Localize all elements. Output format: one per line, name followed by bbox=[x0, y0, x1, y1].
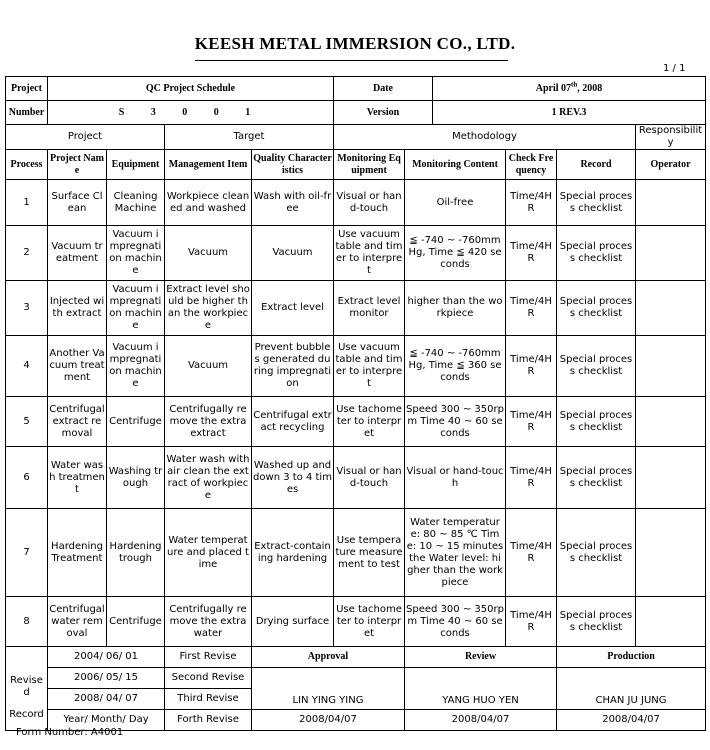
cell-management: Centrifugally remove the extra extract bbox=[165, 397, 252, 447]
cell-frequency: Time/4HR bbox=[506, 336, 557, 397]
date-label: Date bbox=[334, 77, 433, 101]
cell-record: Special process checklist bbox=[557, 281, 636, 336]
col-monitoring-equipment: Monitoring Equipment bbox=[334, 150, 405, 180]
cell-monitor-content: Oil-free bbox=[405, 180, 506, 226]
cell-monitor-content: Water temperature: 80 ~ 85 ℃ Time: 10 ~ 15 minutes the Water level: higher than the workpiece bbox=[405, 509, 506, 597]
cell-process: 3 bbox=[6, 281, 48, 336]
cell-management: Water temperature and placed time bbox=[165, 509, 252, 597]
cell-name: Hardening Treatment bbox=[48, 509, 107, 597]
date-year: , 2008 bbox=[577, 82, 603, 94]
cell-process: 2 bbox=[6, 226, 48, 281]
cell-management: Workpiece cleaned and washed bbox=[165, 180, 252, 226]
cell-monitor-content: ≦ -740 ~ -760mmHg, Time ≦ 360 seconds bbox=[405, 336, 506, 397]
cell-operator bbox=[636, 597, 706, 647]
cell-equipment: Centrifuge bbox=[107, 397, 165, 447]
cell-monitor-equipment: Visual or hand-touch bbox=[334, 180, 405, 226]
review-date: 2008/04/07 bbox=[405, 710, 557, 731]
cell-process: 4 bbox=[6, 336, 48, 397]
cell-record: Special process checklist bbox=[557, 397, 636, 447]
cell-operator bbox=[636, 226, 706, 281]
cell-monitor-content: Speed 300 ~ 350rpm Time 40 ~ 60 seconds bbox=[405, 597, 506, 647]
cell-equipment: Vacuum impregnation machine bbox=[107, 226, 165, 281]
cell-monitor-equipment: Use tachometer to interpret bbox=[334, 397, 405, 447]
version-value: 1 REV.3 bbox=[433, 101, 706, 125]
section-target: Target bbox=[165, 125, 334, 150]
section-methodology: Methodology bbox=[334, 125, 636, 150]
cell-monitor-content: higher than the workpiece bbox=[405, 281, 506, 336]
cell-equipment: Vacuum impregnation machine bbox=[107, 336, 165, 397]
production-name: CHAN JU JUNG bbox=[557, 668, 706, 710]
cell-process: 7 bbox=[6, 509, 48, 597]
cell-quality: Centrifugal extract recycling bbox=[252, 397, 334, 447]
cell-record: Special process checklist bbox=[557, 509, 636, 597]
cell-frequency: Time/4HR bbox=[506, 447, 557, 509]
cell-name: Centrifugal extract removal bbox=[48, 397, 107, 447]
cell-management: Vacuum bbox=[165, 226, 252, 281]
production-label: Production bbox=[557, 647, 706, 668]
table-row bbox=[6, 397, 706, 447]
review-name: YANG HUO YEN bbox=[405, 668, 557, 710]
revision-desc: Forth Revise bbox=[165, 710, 252, 731]
date-value-main: April 07 bbox=[535, 82, 572, 94]
cell-monitor-content: Speed 300 ~ 350rpm Time 40 ~ 60 seconds bbox=[405, 397, 506, 447]
cell-operator bbox=[636, 180, 706, 226]
cell-monitor-content: ≦ -740 ~ -760mmHg, Time ≦ 420 seconds bbox=[405, 226, 506, 281]
cell-quality: Drying surface bbox=[252, 597, 334, 647]
qc-schedule-table bbox=[5, 76, 706, 731]
company-name: KEESH METAL IMMERSION CO., LTD. bbox=[194, 34, 516, 53]
section-project: Project bbox=[6, 125, 165, 150]
production-date: 2008/04/07 bbox=[557, 710, 706, 731]
table-row bbox=[6, 509, 706, 597]
table-row bbox=[6, 281, 706, 336]
cell-monitor-equipment: Extract level monitor bbox=[334, 281, 405, 336]
revised-label: Revised bbox=[10, 674, 43, 698]
cell-frequency: Time/4HR bbox=[506, 281, 557, 336]
table-row bbox=[6, 447, 706, 509]
col-monitoring-content: Monitoring Content bbox=[405, 150, 506, 180]
revised-record-label bbox=[6, 647, 48, 731]
cell-frequency: Time/4HR bbox=[506, 597, 557, 647]
cell-equipment: Centrifuge bbox=[107, 597, 165, 647]
cell-equipment: Hardening trough bbox=[107, 509, 165, 597]
cell-process: 1 bbox=[6, 180, 48, 226]
cell-record: Special process checklist bbox=[557, 336, 636, 397]
cell-record: Special process checklist bbox=[557, 226, 636, 281]
table-row bbox=[6, 597, 706, 647]
revision-desc: First Revise bbox=[165, 647, 252, 668]
section-row bbox=[6, 125, 706, 150]
date-value bbox=[433, 77, 706, 101]
col-operator: Operator bbox=[636, 150, 706, 180]
approval-name: LIN YING YING bbox=[252, 668, 405, 710]
project-value: QC Project Schedule bbox=[48, 77, 334, 101]
cell-quality: Vacuum bbox=[252, 226, 334, 281]
cell-management: Vacuum bbox=[165, 336, 252, 397]
revision-date: 2004/ 06/ 01 bbox=[48, 647, 165, 668]
cell-quality: Washed up and down 3 to 4 times bbox=[252, 447, 334, 509]
title-underline bbox=[195, 60, 508, 61]
cell-equipment: Cleaning Machine bbox=[107, 180, 165, 226]
col-record: Record bbox=[557, 150, 636, 180]
col-management-item: Management Item bbox=[165, 150, 252, 180]
cell-management: Extract level should be higher than the workpiece bbox=[165, 281, 252, 336]
cell-monitor-content: Visual or hand-touch bbox=[405, 447, 506, 509]
date-suffix: th bbox=[571, 80, 578, 89]
cell-management: Water wash with air clean the extract of workpiece bbox=[165, 447, 252, 509]
cell-operator bbox=[636, 447, 706, 509]
cell-equipment: Washing trough bbox=[107, 447, 165, 509]
cell-name: Water wash treatment bbox=[48, 447, 107, 509]
cell-quality: Prevent bubbles generated during impregnation bbox=[252, 336, 334, 397]
header-row-project bbox=[6, 77, 706, 101]
number-label: Number bbox=[6, 101, 48, 125]
cell-name: Vacuum treatment bbox=[48, 226, 107, 281]
page-number: 1 / 1 bbox=[663, 63, 686, 74]
cell-frequency: Time/4HR bbox=[506, 509, 557, 597]
section-responsibility: Responsibility bbox=[636, 125, 706, 150]
review-label: Review bbox=[405, 647, 557, 668]
cell-name: Centrifugal water removal bbox=[48, 597, 107, 647]
col-process: Process bbox=[6, 150, 48, 180]
cell-record: Special process checklist bbox=[557, 597, 636, 647]
number-value: S 3 0 0 1 bbox=[48, 101, 334, 125]
cell-frequency: Time/4HR bbox=[506, 397, 557, 447]
revision-desc: Third Revise bbox=[165, 689, 252, 710]
cell-monitor-equipment: Use tachometer to interpret bbox=[334, 597, 405, 647]
revision-date: 2008/ 04/ 07 bbox=[48, 689, 165, 710]
revision-row bbox=[6, 647, 706, 668]
cell-name: Injected with extract bbox=[48, 281, 107, 336]
revision-date: 2006/ 05/ 15 bbox=[48, 668, 165, 689]
cell-process: 6 bbox=[6, 447, 48, 509]
cell-process: 8 bbox=[6, 597, 48, 647]
col-check-frequency: Check Frequency bbox=[506, 150, 557, 180]
version-label: Version bbox=[334, 101, 433, 125]
table-row bbox=[6, 336, 706, 397]
cell-management: Centrifugally remove the extra water bbox=[165, 597, 252, 647]
approval-label: Approval bbox=[252, 647, 405, 668]
cell-monitor-equipment: Use vacuum table and timer to interpret bbox=[334, 226, 405, 281]
cell-frequency: Time/4HR bbox=[506, 226, 557, 281]
cell-operator bbox=[636, 509, 706, 597]
cell-quality: Extract-containing hardening bbox=[252, 509, 334, 597]
cell-monitor-equipment: Visual or hand-touch bbox=[334, 447, 405, 509]
cell-name: Another Vacuum treatment bbox=[48, 336, 107, 397]
cell-name: Surface Clean bbox=[48, 180, 107, 226]
revision-date: Year/ Month/ Day bbox=[48, 710, 165, 731]
cell-equipment: Vacuum impregnation machine bbox=[107, 281, 165, 336]
cell-process: 5 bbox=[6, 397, 48, 447]
cell-monitor-equipment: Use vacuum table and timer to interpret bbox=[334, 336, 405, 397]
header-row-number bbox=[6, 101, 706, 125]
project-label: Project bbox=[6, 77, 48, 101]
table-row bbox=[6, 180, 706, 226]
revision-row bbox=[6, 668, 706, 689]
cell-quality: Extract level bbox=[252, 281, 334, 336]
col-project-name: Project Name bbox=[48, 150, 107, 180]
record-label: Record bbox=[9, 708, 44, 720]
cell-operator bbox=[636, 281, 706, 336]
approval-date: 2008/04/07 bbox=[252, 710, 405, 731]
cell-quality: Wash with oil-free bbox=[252, 180, 334, 226]
col-equipment: Equipment bbox=[107, 150, 165, 180]
cell-monitor-equipment: Use temperature measurement to test bbox=[334, 509, 405, 597]
cell-operator bbox=[636, 336, 706, 397]
column-header-row bbox=[6, 150, 706, 180]
cell-record: Special process checklist bbox=[557, 180, 636, 226]
cell-frequency: Time/4HR bbox=[506, 180, 557, 226]
table-row bbox=[6, 226, 706, 281]
revision-desc: Second Revise bbox=[165, 668, 252, 689]
form-number: Form Number: A4001 bbox=[16, 727, 124, 738]
col-quality: Quality Characteristics bbox=[252, 150, 334, 180]
cell-record: Special process checklist bbox=[557, 447, 636, 509]
cell-operator bbox=[636, 397, 706, 447]
